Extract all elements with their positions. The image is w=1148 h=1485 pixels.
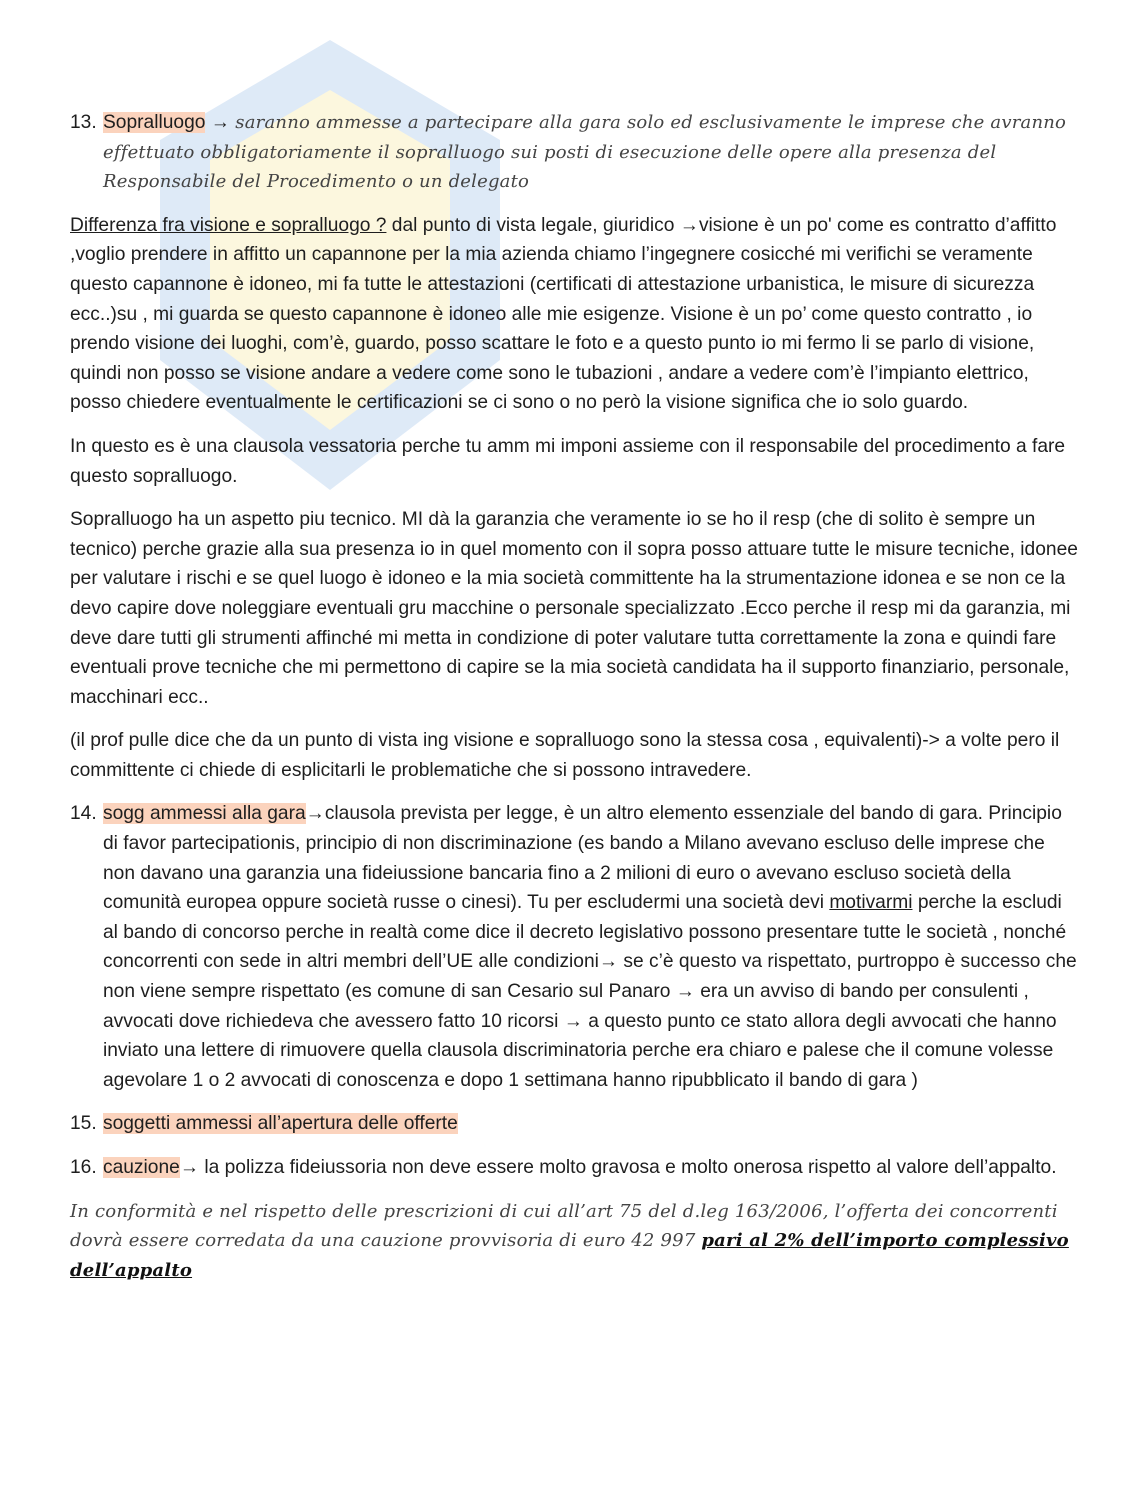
prof-note-paragraph: (il prof pulle dice che da un punto di vista ing visione e sopralluogo sono la stessa cosa , equivalenti)-> a volte pero il committente ci chiede di esplicitarli le problematiche che si possono intravedere. bbox=[70, 730, 1060, 781]
item-13 bbox=[70, 108, 1080, 197]
item-16 bbox=[70, 1153, 1080, 1183]
item-15-number: 15. bbox=[70, 1113, 97, 1135]
item-13-handwritten-note: saranno ammesse a partecipare alla gara solo ed esclusivamente le imprese che avranno effettuato obbligatoriamente il sopralluogo sui posti di esecuzione delle opere alla presenza del Responsabile del Procedimento o un delegato bbox=[103, 112, 1067, 193]
item-14 bbox=[70, 799, 1080, 1095]
conformita-text: In conformità e nel rispetto delle prescrizioni di cui all’art 75 del d.leg 163/2006, l’offerta dei concorrenti dovrà essere corredata da una cauzione provvisoria di euro 42 997 bbox=[70, 1200, 1058, 1252]
item-13-title: Sopralluogo bbox=[103, 112, 206, 133]
item-16-title: cauzione bbox=[103, 1157, 180, 1178]
document-page bbox=[70, 108, 1080, 1285]
differenza-question: Differenza fra visione e sopralluogo ? bbox=[70, 214, 387, 236]
item-14-title: sogg ammessi alla gara bbox=[103, 803, 306, 825]
conformita-handwritten-paragraph bbox=[70, 1197, 1080, 1286]
differenza-paragraph bbox=[70, 211, 1080, 418]
conformita-emphasis: pari al 2% dell’importo complessivo dell’appalto bbox=[70, 1230, 1069, 1281]
item-16-number: 16. bbox=[70, 1157, 97, 1178]
arrow-icon: → bbox=[210, 112, 230, 133]
item-14-number: 14. bbox=[70, 803, 97, 825]
differenza-text: dal punto di vista legale, giuridico →visione è un po' come es contratto d’affitto ,voglio prendere in affitto un capannone per la mia azienda chiamo l’ingegnere cosicché mi verifichi se veramente questo capannone è idoneo, mi fa tutte le attestazioni (certificati di attestazione urbanistica, le misure di sicurezza ecc..)su , mi guarda se questo capannone è idoneo alle mie esigenze. Visione è un po’ come questo contratto , io prendo visione dei luoghi, com’è, guardo, posso scattare le foto e a questo punto io mi fermo li se parlo di visione, quindi non posso se visione andare a vedere come sono le tubazioni , andare a vedere com’è l’impianto elettrico, posso chiedere eventualmente le certificazioni se ci sono o no però la visione significa che io solo guardo. bbox=[70, 214, 1057, 414]
item-14-text-a: →clausola prevista per legge, è un altro elemento essenziale del bando di gara. Principio di favor partecipationis, principio di non discriminazione (es bando a Milano avevano escluso delle imprese che non davano una garanzia una fideiussione bancaria fino a 2 milioni di euro o avevano escluso società della comunità europea oppure società russe o cinesi). Tu per escludermi una società devi bbox=[103, 803, 1062, 914]
item-14-underlined: motivarmi bbox=[829, 892, 913, 914]
sopralluogo-tecnico-paragraph: Sopralluogo ha un aspetto piu tecnico. MI dà la garanzia che veramente io se ho il resp (che di solito è sempre un tecnico) perche grazie alla sua presenza io in quel momento con il sopra posso attuare tutte le misure tecniche, idonee per valutare i rischi e se quel luogo è idoneo e la mia società committente ha la strumentazione idonea e se non ce la devo capire dove noleggiare eventuali gru macchine o personale specializzato .Ecco perche il resp mi da garanzia, mi deve dare tutti gli strumenti affinché mi metta in condizione di poter valutare tutta correttamente la zona e quindi fare eventuali prove tecniche che mi permettono di capire se la mia società candidata ha il supporto finanziario, personale, macchinari ecc.. bbox=[70, 509, 1078, 708]
item-15-title: soggetti ammessi all’apertura delle offerte bbox=[103, 1113, 458, 1135]
item-15 bbox=[70, 1109, 1080, 1139]
item-14-text-b: perche la escludi al bando di concorso perche in realtà come dice il decreto legislativo possono presentare tutte le società , nonché concorrenti con sede in altri membri dell’UE alle condizioni→ se c’è questo va rispettato, purtroppo è successo che non viene sempre rispettato (es comune di san Cesario sul Panaro → era un avviso di bando per consulenti , avvocati dove richiedeva che avessero fatto 10 ricorsi → a questo punto ce stato allora degli avvocati che hanno inviato una lettere di rimuovere quella clausola discriminatoria perche era chiaro e palese che il comune volesse agevolare 1 o 2 avvocati di conoscenza e dopo 1 settimana hanno ripubblicato il bando di gara ) bbox=[103, 892, 1077, 1091]
clausola-paragraph: In questo es è una clausola vessatoria perche tu amm mi imponi assieme con il responsabile del procedimento a fare questo sopralluogo. bbox=[70, 435, 1066, 487]
item-13-number: 13. bbox=[70, 112, 97, 133]
item-16-text: → la polizza fideiussoria non deve essere molto gravosa e molto onerosa rispetto al valore dell’appalto. bbox=[179, 1157, 1057, 1178]
